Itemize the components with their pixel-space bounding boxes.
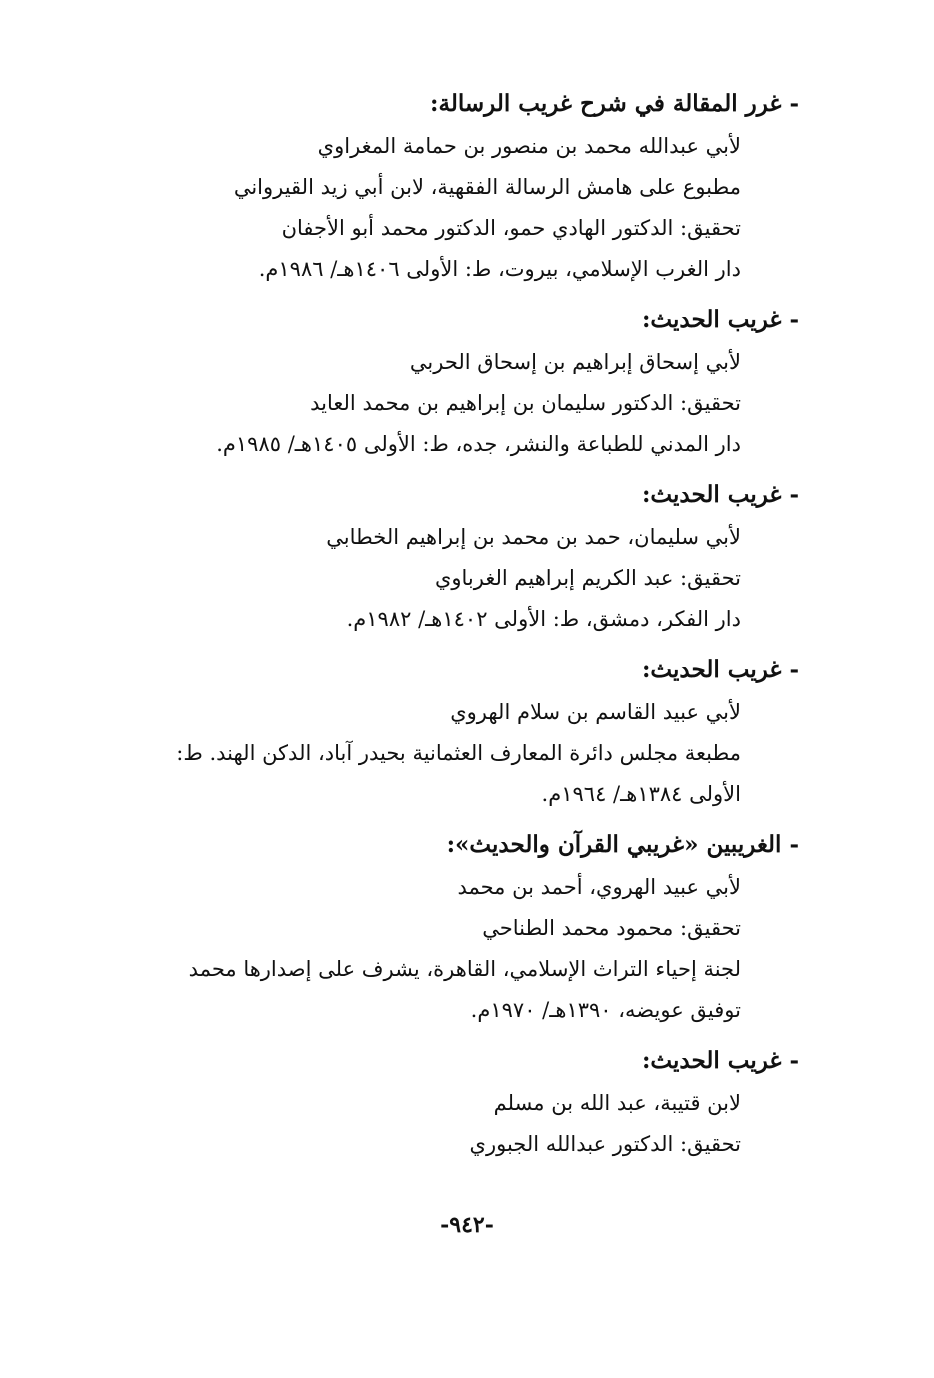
entry-line: تحقيق: محمود محمد الطناحي	[482, 916, 741, 940]
bibliography-entry	[139, 298, 799, 465]
entry-line: دار الغرب الإسلامي، بيروت، ط: الأولى ١٤٠٦هـ/ ١٩٨٦م.	[258, 257, 741, 281]
bibliography-list	[139, 82, 799, 1173]
entry-line: توفيق عويضه، ١٣٩٠هـ/ ١٩٧٠م.	[470, 998, 741, 1022]
entry-line: تحقيق: الدكتور سليمان بن إبراهيم بن محمد العايد	[310, 391, 741, 415]
entry-title: -غرر المقالة في شرح غريب الرسالة:	[430, 90, 799, 117]
entry-line: لأبي عبيد القاسم بن سلام الهروي	[450, 700, 741, 724]
bibliography-entry	[139, 648, 799, 815]
bibliography-entry	[139, 82, 799, 290]
page-number: -٩٤٢-	[440, 1212, 494, 1238]
bibliography-entry	[139, 1039, 799, 1165]
entry-line: تحقيق: الدكتور عبدالله الجبوري	[469, 1132, 741, 1156]
entry-line: لأبي عبيد الهروي، أحمد بن محمد	[457, 875, 741, 899]
entry-title: -غريب الحديث:	[641, 481, 799, 508]
entry-title: -الغريبين «غريبي القرآن والحديث»:	[446, 831, 799, 858]
entry-line: تحقيق: عبد الكريم إبراهيم الغرباوي	[434, 566, 741, 590]
entry-title: -غريب الحديث:	[641, 656, 799, 683]
entry-line: لأبي سليمان، حمد بن محمد بن إبراهيم الخطابي	[326, 525, 741, 549]
entry-line: الأولى ١٣٨٤هـ/ ١٩٦٤م.	[541, 782, 741, 806]
bibliography-entry	[139, 823, 799, 1031]
entry-line: دار الفكر، دمشق، ط: الأولى ١٤٠٢هـ/ ١٩٨٢م.	[346, 607, 741, 631]
entry-line: دار المدني للطباعة والنشر، جده، ط: الأولى ١٤٠٥هـ/ ١٩٨٥م.	[216, 432, 741, 456]
entry-line: مطبوع على هامش الرسالة الفقهية، لابن أبي زيد القيرواني	[233, 175, 741, 199]
entry-title: -غريب الحديث:	[641, 1047, 799, 1074]
entry-line: لأبي عبدالله محمد بن منصور بن حمامة المغراوي	[317, 134, 741, 158]
entry-line: لجنة إحياء التراث الإسلامي، القاهرة، يشرف على إصدارها محمد	[188, 957, 741, 981]
entry-line: مطبعة مجلس دائرة المعارف العثمانية بحيدر آباد، الدكن الهند. ط:	[176, 741, 741, 765]
entry-title: -غريب الحديث:	[641, 306, 799, 333]
entry-line: لابن قتيبة، عبد الله بن مسلم	[493, 1091, 741, 1115]
entry-line: تحقيق: الدكتور الهادي حمو، الدكتور محمد أبو الأجفان	[281, 216, 741, 240]
bibliography-entry	[139, 473, 799, 640]
entry-line: لأبي إسحاق إبراهيم بن إسحاق الحربي	[409, 350, 741, 374]
